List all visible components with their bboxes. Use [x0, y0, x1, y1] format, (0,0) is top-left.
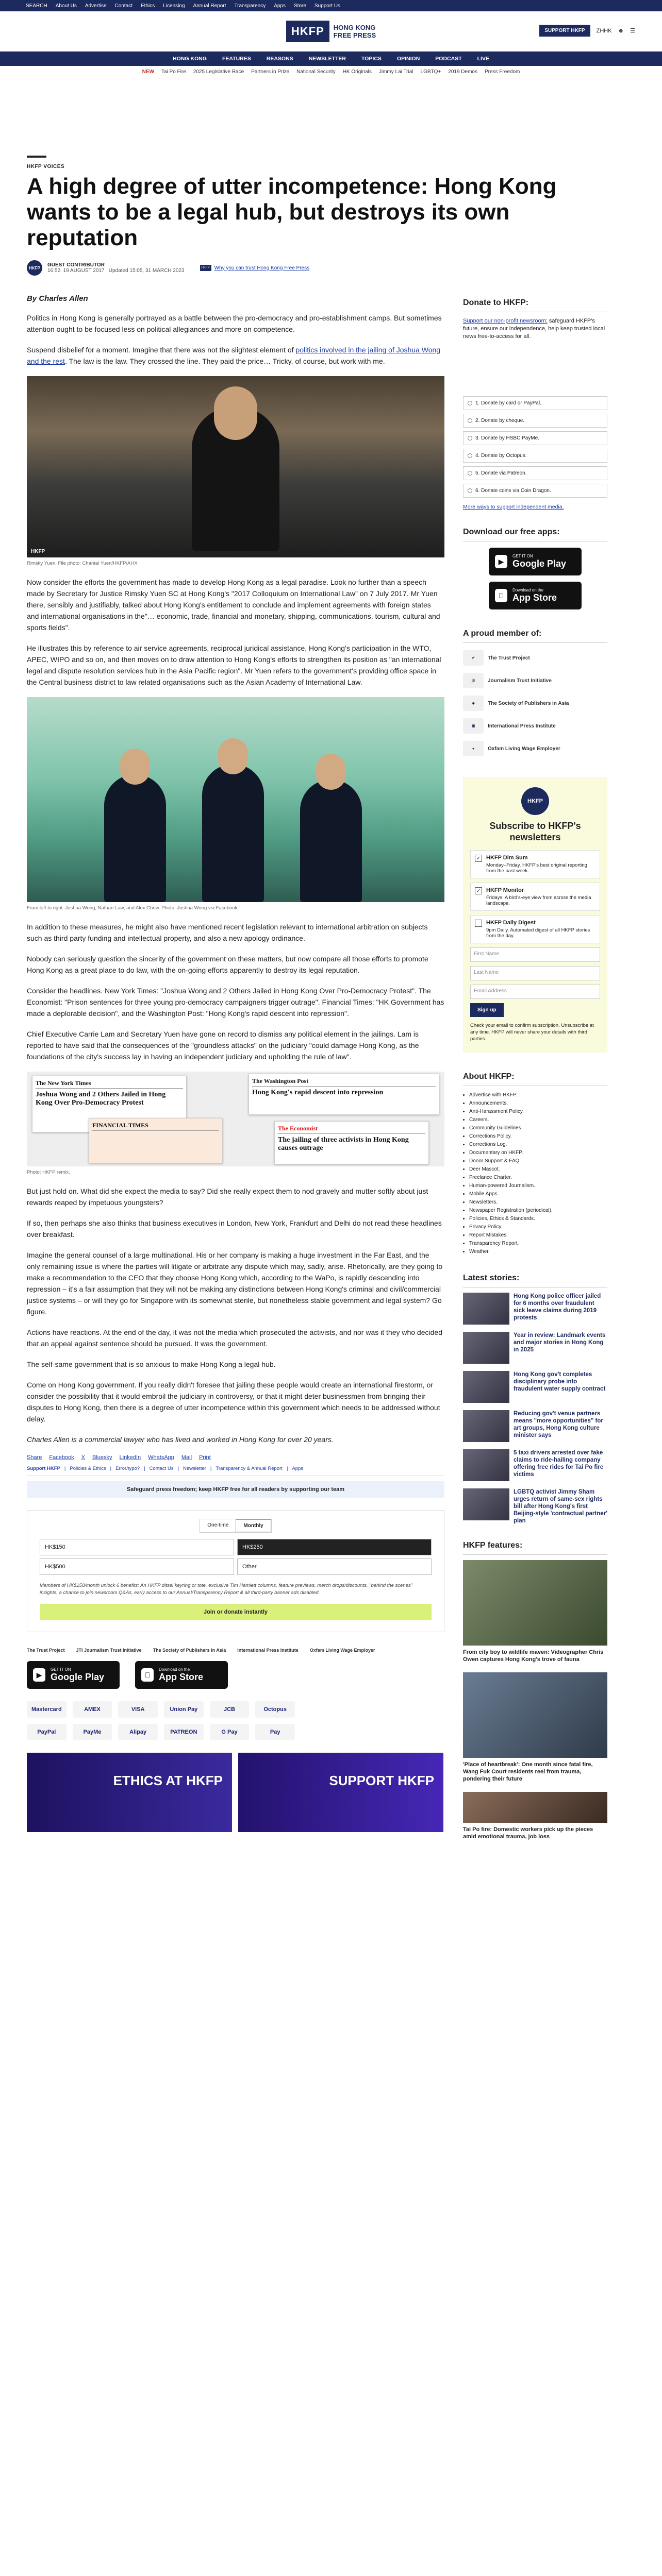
photo-caption: Rimsky Yuen. File photo: Chantal Yuen/HKFP/AHX — [27, 561, 138, 566]
donate-option[interactable] — [463, 414, 607, 428]
payment-methods — [27, 1701, 295, 1740]
top-link-support[interactable]: Support Us — [314, 3, 340, 9]
about-heading: About HKFP: — [463, 1068, 607, 1086]
trending-item[interactable]: National Security — [296, 69, 336, 75]
radio-icon — [468, 453, 472, 458]
about-link[interactable]: • Community Guidelines. — [469, 1124, 607, 1132]
membership-benefits-note: Members of HK$150/month unlock 6 benefits: An HKFP ditsel keyring or tote, exclusive Tim Hamlett columns, feature previews, merch drops/discounts, "behind the scenes" insights, a chance to join newsroom Q&As, early access to our Annual/Transparency Report & all third-party banner ads disabled. — [40, 1583, 413, 1596]
footer-link[interactable]: Apps — [292, 1466, 304, 1471]
paragraph: Chief Executive Carrie Lam and Secretary Yuen have gone on record to dismiss any political element in the jailings. Lam is reported to have said that the consequences of the "groundless attacks" on the judiciary "could damage Hong Kong, as the foundations of the city's success lay in having an independent judiciary and upholding the rule of law". — [27, 1030, 419, 1061]
newsletter-option-desc: Monday–Friday. HKFP's best original reporting from the past week. — [486, 862, 587, 874]
nav-item-podcast[interactable]: PODCAST — [435, 56, 462, 62]
apple-icon — [495, 589, 507, 602]
banner-title: ETHICS AT HKFP — [113, 1773, 223, 1788]
trending-item[interactable]: HK Originals — [342, 69, 372, 75]
donation-frequency-tabs — [200, 1519, 271, 1533]
trending-item[interactable]: Press Freedom — [484, 69, 520, 75]
newsletter-option-desc: Fridays. A bird's-eye view from across the media landscape. — [486, 895, 591, 906]
top-utility-bar — [0, 0, 662, 11]
about-link[interactable]: • Careers. — [469, 1116, 607, 1124]
support-banner[interactable] — [238, 1753, 443, 1832]
store-big-text: App Store — [512, 592, 557, 603]
story-thumbnail — [463, 1332, 509, 1364]
nav-item-live[interactable]: LIVE — [477, 56, 489, 62]
patreon-icon[interactable]: PATREON — [164, 1724, 204, 1740]
article-title: A high degree of utter incompetence: Hong Kong wants to be a legal hub, but destroys its own reputation — [27, 174, 557, 250]
share-bluesky[interactable]: Bluesky — [92, 1454, 112, 1461]
tab-one-time[interactable]: One-time — [207, 1522, 229, 1528]
donate-option[interactable] — [463, 484, 607, 498]
trust-project-logo[interactable]: The Trust Project — [27, 1648, 65, 1653]
about-link[interactable]: • Corrections Log. — [469, 1141, 607, 1149]
oxfam-logo[interactable]: Oxfam Living Wage Employer — [309, 1648, 375, 1653]
trending-bar — [0, 66, 662, 78]
join-donate-button[interactable]: Join or donate instantly — [40, 1604, 432, 1620]
mastercard-icon[interactable]: Mastercard — [27, 1701, 67, 1718]
about-link[interactable]: • Announcements. — [469, 1099, 607, 1108]
gpay-icon[interactable]: G Pay — [210, 1724, 250, 1740]
logo-line-2: FREE PRESS — [333, 31, 376, 39]
newspaper-clipping-wapo — [249, 1074, 439, 1115]
donate-option-label: 4. Donate by Octopus. — [475, 453, 527, 459]
store-small-text: GET IT ON — [51, 1667, 71, 1672]
share-print[interactable]: Print — [199, 1454, 211, 1461]
newspaper-clipping-economist — [274, 1121, 429, 1164]
clipping-headline: Hong Kong's rapid descent into repression — [252, 1089, 384, 1096]
top-link-apps[interactable]: Apps — [274, 3, 286, 9]
logo-box: HKFP — [286, 21, 329, 42]
amex-icon[interactable]: AMEX — [73, 1701, 112, 1718]
clipping-masthead: FINANCIAL TIMES — [92, 1122, 219, 1131]
latest-story[interactable] — [463, 1410, 607, 1442]
about-link[interactable]: • Corrections Policy. — [469, 1132, 607, 1141]
nav-item-features[interactable]: FEATURES — [222, 56, 251, 62]
story-title: 5 taxi drivers arrested over fake claims to ride-hailing company offering free rides for Tai Po fire victims — [514, 1450, 604, 1478]
sopa-icon: ◈ — [463, 696, 484, 711]
paragraph: Politics in Hong Kong is generally portrayed as a battle between the pro-democracy and pro-establishment camps. But sometimes attention ought to be focused less on political allegiances and more on competence. — [27, 314, 442, 333]
radio-icon — [468, 488, 472, 493]
trust-project-icon: ✔ — [463, 650, 484, 666]
paragraph: But just hold on. What did she expect the media to say? Did she really expect them to nod gravely and mutter softly about just rewards reaped by impetuous youngsters? — [27, 1187, 428, 1207]
newsletter-title: Subscribe to HKFP's newsletters — [489, 821, 581, 842]
member-label: The Society of Publishers in Asia — [488, 700, 569, 706]
newspaper-clipping-ft — [89, 1118, 223, 1163]
store-small-text: Download on the — [159, 1667, 190, 1672]
feature-title: From city boy to wildlife maven: Videographer Chris Owen captures Hong Kong's trove of fauna — [463, 1649, 604, 1663]
clipping-masthead: The Economist — [278, 1125, 425, 1134]
nav-item-newsletter[interactable]: NEWSLETTER — [308, 56, 346, 62]
about-link[interactable]: • Policies, Ethics & Standards. — [469, 1215, 607, 1223]
paypal-icon[interactable]: PayPal — [27, 1724, 67, 1740]
donate-option[interactable] — [463, 449, 607, 463]
latest-heading: Latest stories: — [463, 1269, 607, 1287]
amount-option[interactable]: HK$150 — [40, 1539, 234, 1555]
donate-option-label: 1. Donate by card or PayPal. — [475, 400, 541, 406]
clipping-headline: Joshua Wong and 2 Others Jailed in Hong Kong Over Pro-Democracy Protest — [36, 1091, 166, 1107]
story-title: Year in review: Landmark events and major stories in Hong Kong in 2025 — [514, 1332, 606, 1353]
share-x[interactable]: X — [81, 1454, 86, 1461]
footer-link[interactable]: Contact Us — [149, 1466, 174, 1471]
feature-image — [463, 1672, 607, 1758]
trust-badge-icon: HKFP — [200, 265, 211, 271]
article-photo-activists[interactable] — [27, 697, 444, 902]
about-link[interactable]: • Newsletters. — [469, 1198, 607, 1207]
author-role[interactable]: GUEST CONTRIBUTOR — [47, 262, 105, 268]
share-mail[interactable]: Mail — [181, 1454, 192, 1461]
paragraph: Now consider the efforts the government has made to develop Hong Kong as a legal paradise. Look no further than a speech made by Secretary for Justice Rimsky Yuen SC at Hong Kong's "2017 Colloquium on International Law" on 7 July 2017. Mr Yuen there, sensibly and justifiably, talked about Hong Kong's entitlement to conclude and implement agreements with foreign states and international organisations in the"… economic, trade, financial and monetary, shipping, communications, tourism, cultural and sports fields". — [27, 578, 440, 632]
member-jti[interactable] — [463, 673, 607, 688]
member-label: Oxfam Living Wage Employer — [488, 745, 560, 752]
support-hkfp-button[interactable]: SUPPORT HKFP — [539, 25, 590, 37]
google-play-button[interactable] — [27, 1661, 120, 1689]
byline: By Charles Allen — [27, 294, 88, 303]
newsletter-option[interactable] — [470, 883, 600, 911]
footer-link[interactable]: Newsletter — [183, 1466, 206, 1471]
apple-icon — [141, 1668, 154, 1682]
feature-title: 'Place of heartbreak': One month since fatal fire, Wang Fuk Court residents reel from trauma, pondering their future — [463, 1761, 593, 1782]
trending-item[interactable]: 2019 Demos — [448, 69, 477, 75]
story-thumbnail — [463, 1410, 509, 1442]
about-link[interactable]: • Documentary on HKFP. — [469, 1149, 607, 1157]
radio-icon — [468, 418, 472, 423]
photo-figure — [104, 774, 166, 902]
donate-image-space — [463, 347, 607, 396]
trust-link[interactable] — [200, 265, 310, 271]
logo-text — [334, 24, 376, 39]
paragraph: He illustrates this by reference to air service agreements, reciprocal juridical assistance, Hong Kong's participation in the WTO, APEC, WIPO and so on, and then moves on to draw attention to Hong Kong's efforts to strengthen its position as "an international legal and dispute resolution services hub in the Asia Pacific region". Mr Yuen refers to the government's providing office space in the Central business district to law related organisations such as the Asian Academy of International Law. — [27, 644, 441, 686]
masthead-actions — [539, 25, 635, 37]
top-link-store[interactable]: Store — [294, 3, 306, 9]
top-link-transparency[interactable]: Transparency — [234, 3, 266, 9]
story-thumbnail — [463, 1449, 509, 1481]
publish-date: 16:52, 19 AUGUST 2017 — [47, 268, 105, 274]
member-trust-project[interactable] — [463, 650, 607, 666]
paragraph: Actions have reactions. At the end of the day, it was not the media which prosecuted the activists, and nor was it they who decided that an appeal against sentence should be pursued. It was the government. — [27, 1328, 442, 1348]
top-link-advertise[interactable]: Advertise — [85, 3, 107, 9]
safeguard-banner[interactable]: Safeguard press freedom; keep HKFP free for all readers by supporting our team — [27, 1481, 444, 1498]
paragraph: Consider the headlines. New York Times: "Joshua Wong and 2 Others Jailed in Hong Kong Over Pro-Democracy Protest". The Economist: "Prison sentences for three young pro-democracy campaigners trigger outrage". Financial Times: "HK Government has made a deplorable decision", and the Washington Post: "Hong Kong's rapid descent into repression". — [27, 987, 444, 1018]
about-link[interactable]: • Human-powered Journalism. — [469, 1182, 607, 1190]
latest-story[interactable] — [463, 1371, 607, 1403]
app-store-buttons — [27, 1661, 444, 1689]
member-ipi[interactable] — [463, 718, 607, 734]
trending-new-badge: NEW — [142, 69, 154, 75]
visa-icon[interactable]: VISA — [118, 1701, 158, 1718]
member-label: The Trust Project — [488, 655, 530, 661]
about-link[interactable]: • Deer Mascot. — [469, 1165, 607, 1174]
inline-link[interactable]: politics involved in the jailing of Joshua Wong and the rest — [27, 346, 441, 365]
latest-story[interactable] — [463, 1293, 607, 1325]
paragraph: Come on Hong Kong government. If you really didn't foresee that jailing these people would create an international firestorm, or consider the possibility that it would embroil the judiciary in controversy, or that it might deter businessmen from bringing their disputes to Hong Kong, then there is a degree of utter incompetence within this government which needs to be addressed without delay. — [27, 1381, 440, 1423]
author-info — [47, 262, 185, 274]
trending-item[interactable]: Jimmy Lai Trial — [378, 69, 413, 75]
clipping-masthead: The Washington Post — [252, 1077, 436, 1087]
promo-banners — [27, 1753, 444, 1832]
unionpay-icon[interactable]: Union Pay — [164, 1701, 204, 1718]
top-link-annual-report[interactable]: Annual Report — [193, 3, 226, 9]
top-link-licensing[interactable]: Licensing — [163, 3, 185, 9]
donation-amounts — [40, 1539, 432, 1575]
nav-item-topics[interactable]: TOPICS — [361, 56, 382, 62]
story-title: Reducing gov't venue partners means "more opportunities" for art groups, Hong Kong culture minister says — [514, 1411, 603, 1438]
photo-caption: From left to right: Joshua Wong, Nathan Law, and Alex Chow. Photo: Joshua Wong via Facebook. — [27, 905, 239, 911]
radio-icon — [468, 436, 472, 440]
share-facebook[interactable]: Facebook — [49, 1454, 74, 1461]
photo-watermark: HKFP — [31, 549, 45, 554]
share-linkedin[interactable]: LinkedIn — [119, 1454, 141, 1461]
store-big-text: Google Play — [512, 558, 567, 569]
article-body — [27, 294, 444, 1850]
jcb-icon[interactable]: JCB — [210, 1701, 250, 1718]
about-link[interactable]: • Report Mistakes. — [469, 1231, 607, 1240]
article-meta — [27, 260, 635, 276]
footer-link[interactable]: Transparency & Annual Report — [216, 1466, 283, 1471]
photo-figure — [192, 407, 279, 551]
author-avatar: HKFP — [27, 260, 42, 276]
amount-option[interactable]: HK$500 — [40, 1558, 234, 1575]
tab-monthly[interactable]: Monthly — [236, 1519, 271, 1532]
story-thumbnail — [463, 1293, 509, 1325]
member-heading: A proud member of: — [463, 625, 607, 643]
top-link-search[interactable]: SEARCH — [26, 3, 47, 9]
amount-option-selected[interactable]: HK$250 — [237, 1539, 432, 1555]
donate-widget — [27, 1510, 444, 1632]
kicker-rule — [27, 156, 46, 158]
newsletter-option[interactable] — [470, 915, 600, 943]
payme-icon[interactable]: PayMe — [73, 1724, 112, 1740]
latest-story[interactable] — [463, 1449, 607, 1481]
ad-space — [0, 78, 662, 156]
checkbox-checked-icon[interactable]: ✓ — [475, 887, 482, 894]
story-title: Hong Kong gov't completes disciplinary probe into fraudulent water supply contract — [514, 1371, 606, 1392]
footer-link[interactable]: Policies & Ethics — [70, 1466, 106, 1471]
radio-icon — [468, 401, 472, 405]
last-name-field[interactable]: Last Name — [470, 966, 600, 980]
nav-item-reasons[interactable]: REASONS — [266, 56, 293, 62]
top-link-contact[interactable]: Contact — [114, 3, 133, 9]
share-label[interactable]: Share — [27, 1454, 42, 1461]
about-link[interactable]: • Privacy Policy. — [469, 1223, 607, 1231]
author-bio: Charles Allen is a commercial lawyer who has lived and worked in Hong Kong for over 20 years. — [27, 1435, 334, 1444]
trust-link-text: Why you can trust Hong Kong Free Press — [214, 265, 310, 271]
checkbox-icon[interactable] — [475, 920, 482, 927]
menu-icon[interactable]: ☰ — [630, 28, 635, 34]
about-link[interactable]: • Mobile Apps. — [469, 1190, 607, 1198]
trending-item[interactable]: Partners in Prize — [251, 69, 290, 75]
about-link[interactable]: • Newspaper Registration (periodical). — [469, 1207, 607, 1215]
article-kicker[interactable]: HKFP VOICES — [27, 164, 65, 170]
jti-icon: jti — [463, 673, 484, 688]
paragraph — [27, 344, 444, 367]
paragraph-text: Suspend disbelief for a moment. Imagine that there was not the slightest element of — [27, 346, 296, 354]
photo-caption: Photo: HKFP remix. — [27, 1170, 70, 1175]
sidebar-google-play-button[interactable] — [489, 548, 582, 575]
newsletter-option[interactable] — [470, 850, 600, 878]
donate-heading: Donate to HKFP: — [463, 294, 607, 312]
oxfam-icon: ● — [463, 741, 484, 756]
donate-option-label: 2. Donate by cheque. — [475, 418, 525, 423]
clipping-headline: The jailing of three activists in Hong Kong causes outrage — [278, 1136, 409, 1152]
trending-item[interactable]: LGBTQ+ — [420, 69, 441, 75]
footer-link[interactable]: Error/typo? — [115, 1466, 140, 1471]
article-footer-links: Support HKFP | Policies & Ethics | Error/typo? | Contact Us | Newsletter | Transparency & Annual Report | Apps — [27, 1466, 444, 1476]
signup-button[interactable]: Sign up — [470, 1003, 504, 1017]
feature-image — [463, 1560, 607, 1646]
ipi-logo[interactable]: International Press Institute — [237, 1648, 299, 1653]
story-thumbnail — [463, 1488, 509, 1520]
donate-option[interactable] — [463, 396, 607, 410]
google-play-icon: ▶ — [33, 1668, 45, 1682]
donate-option[interactable] — [463, 431, 607, 445]
ipi-icon: ▣ — [463, 718, 484, 734]
newsletter-option-title: HKFP Daily Digest — [486, 920, 536, 926]
applepay-icon[interactable]: Pay — [255, 1724, 295, 1740]
story-thumbnail — [463, 1371, 509, 1403]
feature-image — [463, 1792, 607, 1823]
feature-title: Tai Po fire: Domestic workers pick up the pieces amid emotional trauma, job loss — [463, 1826, 593, 1840]
jti-logo[interactable]: JTI Journalism Trust Initiative — [76, 1648, 142, 1653]
newsletter-logo: HKFP — [521, 787, 549, 815]
masthead — [0, 11, 662, 52]
footer-member-logos — [27, 1648, 444, 1653]
about-link[interactable]: • Freelance Charter. — [469, 1174, 607, 1182]
amount-option-other[interactable]: Other — [237, 1558, 432, 1575]
story-title: Hong Kong police officer jailed for 6 months over fraudulent sick leave claims during 2019 protests — [514, 1293, 601, 1321]
main-content — [0, 294, 662, 1850]
share-bar — [27, 1454, 444, 1461]
feature-story[interactable] — [463, 1792, 607, 1840]
ethics-banner[interactable] — [27, 1753, 232, 1832]
donate-text — [463, 317, 607, 341]
article-photo-headlines-collage[interactable] — [27, 1072, 444, 1166]
store-small-text: GET IT ON — [512, 554, 533, 558]
updated-date: Updated 15:05, 31 MARCH 2023 — [108, 268, 185, 274]
first-name-field[interactable]: First Name — [470, 947, 600, 962]
paragraph: If so, then perhaps she also thinks that business executives in London, New York, Frankfurt and Delhi do not read these headlines over breakfast. — [27, 1219, 442, 1239]
logo-line-1: HONG KONG — [333, 23, 376, 31]
donate-option-label: 5. Donate via Patreon. — [475, 470, 527, 476]
member-label: International Press Institute — [488, 723, 556, 729]
trending-item[interactable]: Tai Po Fire — [161, 69, 186, 75]
photo-figure — [300, 779, 362, 902]
donate-intro-link[interactable]: Support our non-profit newsroom: — [463, 318, 548, 324]
newsletter-note: Check your email to confirm subscription. Unsubscribe at any time. HKFP will never share your details with third parties. — [470, 1023, 594, 1042]
story-title: LGBTQ activist Jimmy Sham urges return of same-sex rights bill after Hong Kong's first Beijing-style 'contractual partner' plan — [514, 1489, 607, 1524]
about-link[interactable]: • Transparency Report. — [469, 1240, 607, 1248]
about-links — [463, 1091, 607, 1256]
donate-option[interactable] — [463, 466, 607, 480]
google-play-icon: ▶ — [495, 555, 507, 568]
store-small-text: Download on the — [512, 588, 544, 592]
octopus-icon[interactable]: Octopus — [255, 1701, 295, 1718]
site-logo[interactable] — [286, 21, 376, 42]
trending-item[interactable]: 2025 Legislative Race — [193, 69, 244, 75]
newsletter-option-desc: 9pm Daily. Automated digest of all HKFP stories from the day. — [486, 927, 590, 939]
feature-story[interactable] — [463, 1560, 607, 1663]
latest-story[interactable] — [463, 1488, 607, 1524]
language-switch[interactable]: ZHHK — [596, 27, 612, 34]
member-label: Journalism Trust Initiative — [488, 677, 552, 684]
share-whatsapp[interactable]: WhatsApp — [148, 1454, 174, 1461]
banner-title: SUPPORT HKFP — [329, 1773, 434, 1788]
nav-item-opinion[interactable]: OPINION — [396, 56, 420, 62]
newsletter-option-title: HKFP Dim Sum — [486, 855, 528, 861]
donate-option-label: 6. Donate coins via Coin Dragon. — [475, 488, 551, 494]
feature-story[interactable] — [463, 1672, 607, 1783]
latest-story[interactable] — [463, 1332, 607, 1364]
member-sopa[interactable] — [463, 696, 607, 711]
account-icon[interactable]: ☻ — [618, 27, 624, 34]
top-link-about[interactable]: About Us — [55, 3, 77, 9]
paragraph: The self-same government that is so anxious to make Hong Kong a legal hub. — [27, 1360, 276, 1368]
member-oxfam[interactable] — [463, 741, 607, 756]
radio-icon — [468, 471, 472, 476]
newsletter-option-title: HKFP Monitor — [486, 887, 524, 893]
more-ways-link[interactable]: More ways to support independent media. — [463, 504, 564, 510]
article-photo-rimsky-yuen[interactable] — [27, 376, 444, 557]
about-link[interactable]: • Advertise with HKFP. — [469, 1091, 607, 1099]
paragraph: In addition to these measures, he might also have mentioned recent legislation relevant to international arbitration on subjects such as third party funding and intellectual property, and also a new apology ordinance. — [27, 923, 428, 942]
alipay-icon[interactable]: Alipay — [118, 1724, 158, 1740]
sopa-logo[interactable]: The Society of Publishers in Asia — [153, 1648, 226, 1653]
email-field[interactable]: Email Address — [470, 985, 600, 999]
clipping-masthead: The New York Times — [36, 1079, 183, 1089]
main-nav — [0, 52, 662, 66]
newsletter-signup — [463, 777, 607, 1053]
about-link[interactable]: • Anti-Harassment Policy. — [469, 1108, 607, 1116]
paragraph: Imagine the general counsel of a large multinational. His or her company is making a huge investment in the Far East, and the only remaining issue is where the parties will litigate or arbitrate any dispute which may, sadly, arise. Rhetorically, are they going to make a recommendation to the CEO that they choose Hong Kong which, according to the WaPo, is rapidly descending into repression – it's a fair assumption that they will not be making any distinctions between Hong Kong's criminal and civil/commercial justice systems – or will they go for Singapore with its somewhat sterile, but nonetheless stable government and legal system? Go figure. — [27, 1251, 443, 1316]
sidebar-app-store-button[interactable] — [489, 582, 582, 609]
footer-link[interactable]: Support HKFP — [27, 1466, 60, 1471]
paragraph-text: . The law is the law. They crossed the line. They paid the price… Tricky, of course, but work with me. — [64, 357, 385, 365]
store-big-text: Google Play — [51, 1672, 105, 1682]
top-link-ethics[interactable]: Ethics — [140, 3, 155, 9]
about-link[interactable]: • Weather. — [469, 1248, 607, 1256]
features-heading: HKFP features: — [463, 1537, 607, 1555]
donate-option-label: 3. Donate by HSBC PayMe. — [475, 435, 539, 441]
donate-intro-text: safeguard HKFP's future, ensure our independence, help keep trusted local news free-to-access for all. — [463, 318, 605, 340]
store-big-text: App Store — [159, 1672, 204, 1682]
app-store-button[interactable] — [135, 1661, 228, 1689]
photo-figure — [202, 764, 264, 902]
checkbox-checked-icon[interactable]: ✓ — [475, 855, 482, 862]
nav-item-hong-kong[interactable]: HONG KONG — [173, 56, 207, 62]
apps-heading: Download our free apps: — [463, 523, 607, 541]
article-header — [0, 156, 662, 276]
about-link[interactable]: • Donor Support & FAQ. — [469, 1157, 607, 1165]
sidebar — [463, 294, 607, 1850]
paragraph: Nobody can seriously question the sincerity of the government on these matters, but now compare all those efforts to promote Hong Kong as a great place to do law, with the on-going efforts apparently to destroy its legal reputation. — [27, 955, 428, 974]
